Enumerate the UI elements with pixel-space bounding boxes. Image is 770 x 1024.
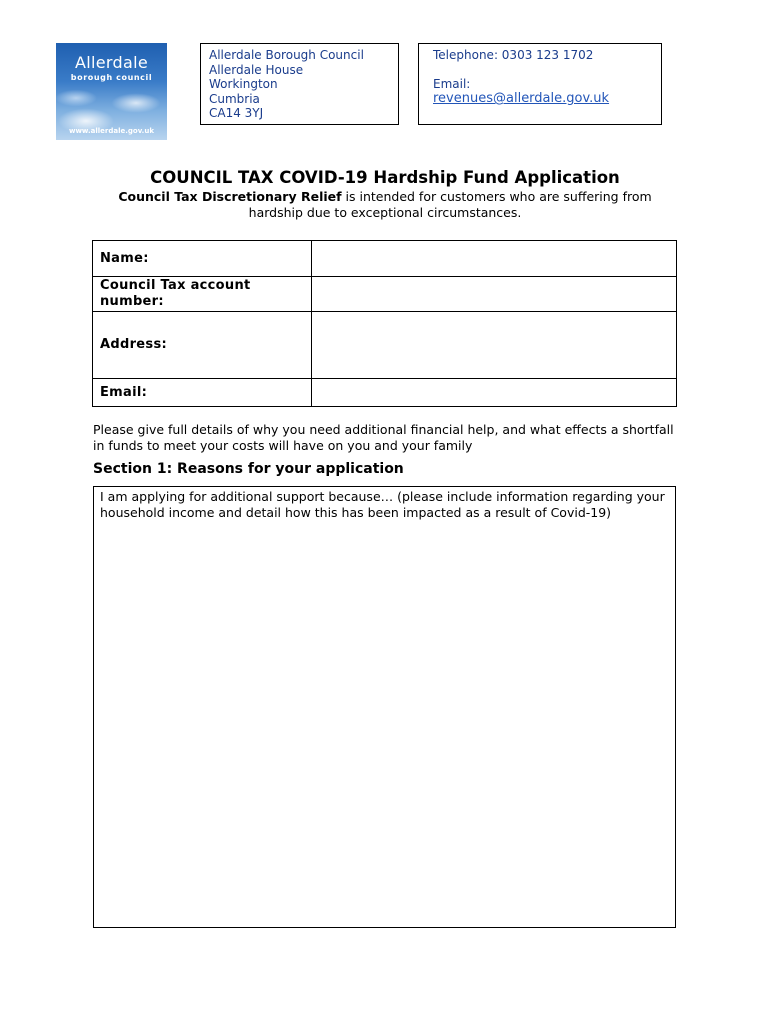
name-label: Name:: [93, 241, 312, 277]
table-row: [93, 312, 677, 379]
council-address-box: [200, 43, 399, 125]
reasons-textarea[interactable]: [93, 486, 676, 928]
address-input[interactable]: [312, 312, 677, 379]
table-row: [93, 241, 677, 277]
table-row: [93, 277, 677, 312]
email-label: Email:: [433, 76, 471, 91]
applicant-details-table: [92, 240, 677, 407]
logo-name: Allerdale: [75, 53, 148, 72]
address-line: CA14 3YJ: [209, 106, 264, 120]
form-title: COUNCIL TAX COVID-19 Hardship Fund Application: [150, 168, 620, 187]
address-line: Allerdale House: [209, 62, 304, 77]
logo-url: www.allerdale.gov.uk: [69, 127, 154, 135]
allerdale-logo: [56, 43, 167, 140]
section-1-heading: Section 1: Reasons for your application: [93, 461, 404, 477]
logo-subtitle: borough council: [70, 73, 153, 82]
name-input[interactable]: [312, 241, 677, 277]
intro-bold: Council Tax Discretionary Relief: [118, 189, 342, 204]
address-line: Cumbria: [209, 91, 260, 106]
address-line: Workington: [209, 77, 278, 91]
email-input[interactable]: [312, 379, 677, 407]
account-number-input[interactable]: [312, 277, 677, 312]
address-label: Address:: [93, 312, 312, 379]
email-link[interactable]: revenues@allerdale.gov.uk: [433, 91, 610, 106]
account-number-label: Council Tax account number:: [93, 277, 312, 312]
table-row: [93, 379, 677, 407]
contact-box: [418, 43, 662, 125]
intro-text: [90, 189, 680, 221]
instructions-text: Please give full details of why you need additional financial help, and what effects a shortfall in funds to meet your costs will have on you and your family: [93, 422, 674, 453]
address-line: Allerdale Borough Council: [209, 48, 364, 62]
telephone: Telephone: 0303 123 1702: [433, 48, 594, 62]
reasons-prompt: I am applying for additional support because… (please include information regarding your household income and detail how this has been impacted as a result of Covid-19): [100, 489, 665, 520]
intro-rest: is intended for customers who are suffering from hardship due to exceptional circumstances.: [248, 189, 652, 220]
email-field-label: Email:: [93, 379, 312, 407]
